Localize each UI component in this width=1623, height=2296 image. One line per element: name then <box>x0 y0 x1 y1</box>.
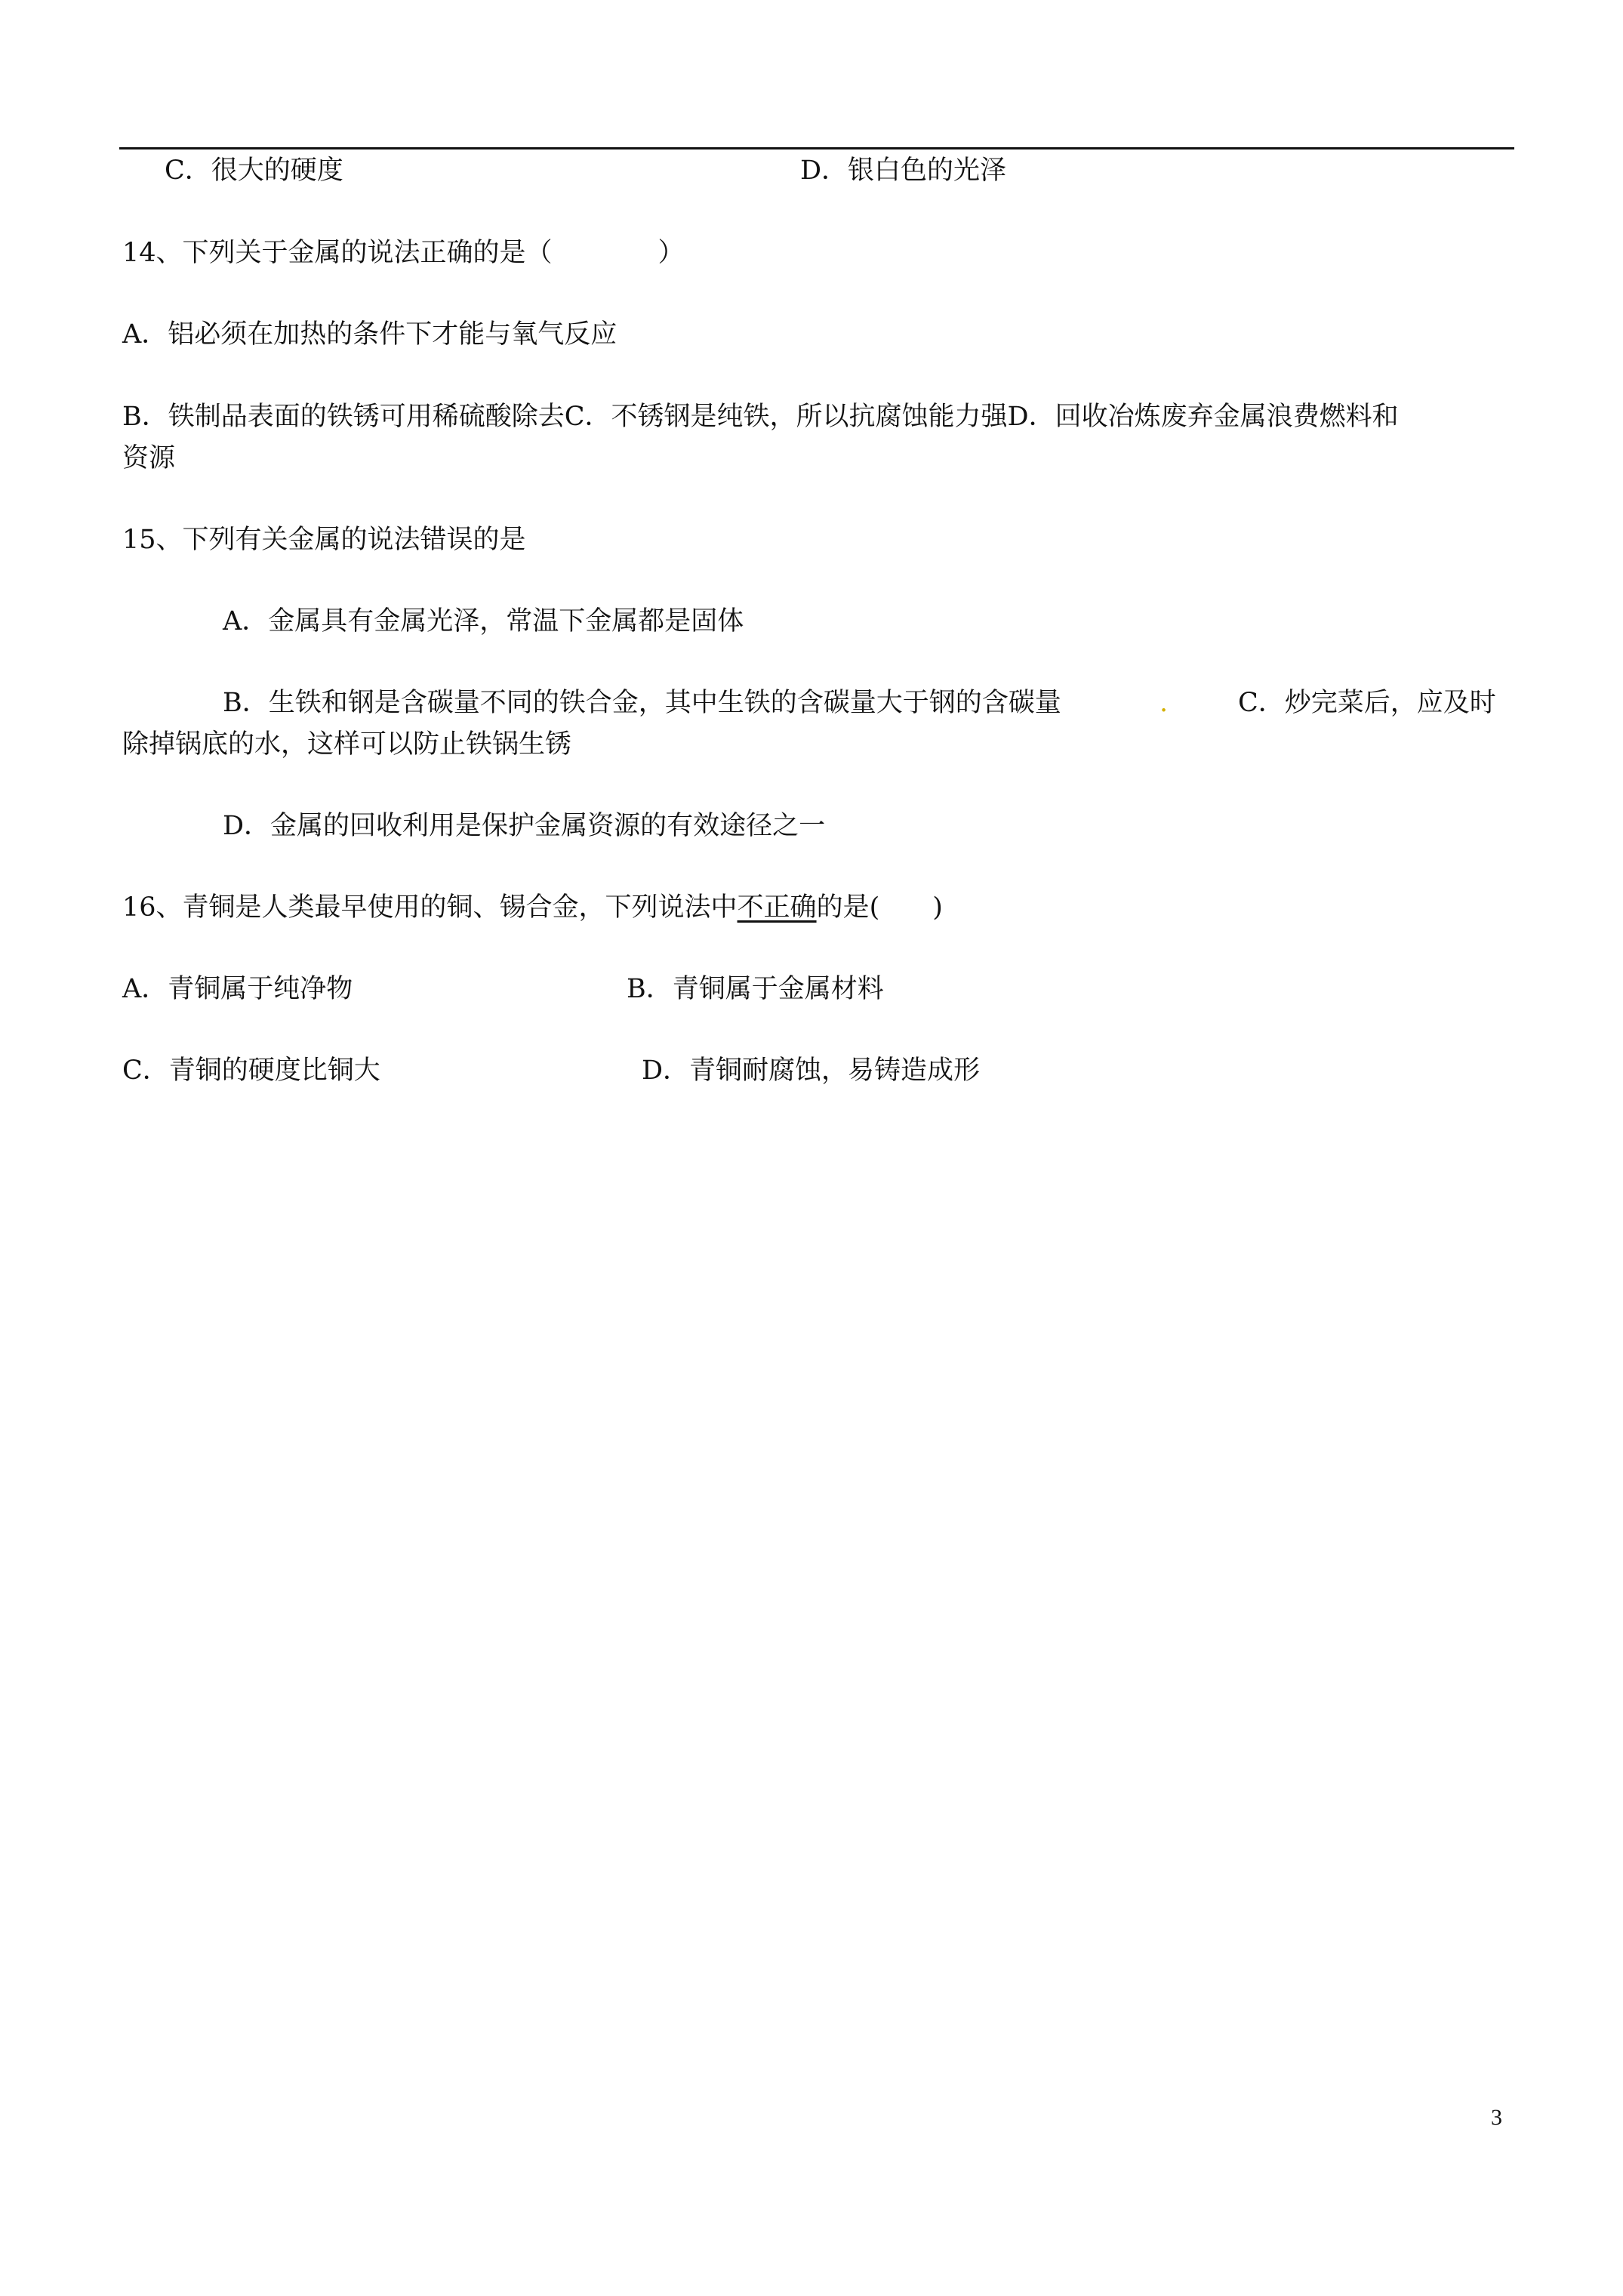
q13-option-d: D．银白色的光泽 <box>800 156 1007 186</box>
q15-option-b: B．生铁和钢是含碳量不同的铁合金，其中生铁的含碳量大于钢的含碳量 <box>223 688 1061 718</box>
q16-stem-before: 16、青铜是人类最早使用的铜、锡合金，下列说法中 <box>122 892 738 923</box>
q16-option-d: D．青铜耐腐蚀，易铸造成形 <box>642 1056 981 1086</box>
q14-options-line-2: 资源 <box>122 443 176 473</box>
q14-options-line-1: B．铁制品表面的铁锈可用稀硫酸除去C．不锈钢是纯铁，所以抗腐蚀能力强D．回收冶炼废弃金属浪费燃料和 <box>122 402 1399 432</box>
header-rule <box>119 147 1514 149</box>
q16-option-c: C．青铜的硬度比铜大 <box>122 1056 380 1086</box>
page-number: 3 <box>1491 2105 1502 2130</box>
q14-option-a: A．铝必须在加热的条件下才能与氧气反应 <box>122 319 617 350</box>
q14-stem: 14、下列关于金属的说法正确的是（ ） <box>122 238 685 268</box>
q16-stem-after: 的是( ) <box>816 892 943 923</box>
q16-stem-underlined: 不正确 <box>737 892 817 923</box>
q15-option-c-part1: C．炒完菜后，应及时 <box>1238 688 1496 718</box>
q16-stem <box>122 891 943 924</box>
q15-option-a: A．金属具有金属光泽，常温下金属都是固体 <box>223 606 744 636</box>
q15-stem: 15、下列有关金属的说法错误的是 <box>122 525 526 555</box>
q15-stray-dot: . <box>1160 688 1169 718</box>
q13-option-c: C．很大的硬度 <box>165 156 343 186</box>
q16-option-a: A．青铜属于纯净物 <box>122 974 353 1004</box>
q16-option-b: B．青铜属于金属材料 <box>627 974 884 1004</box>
q15-option-d: D．金属的回收利用是保护金属资源的有效途径之一 <box>223 811 826 841</box>
q15-option-c-part2: 除掉锅底的水，这样可以防止铁锅生锈 <box>122 729 572 760</box>
